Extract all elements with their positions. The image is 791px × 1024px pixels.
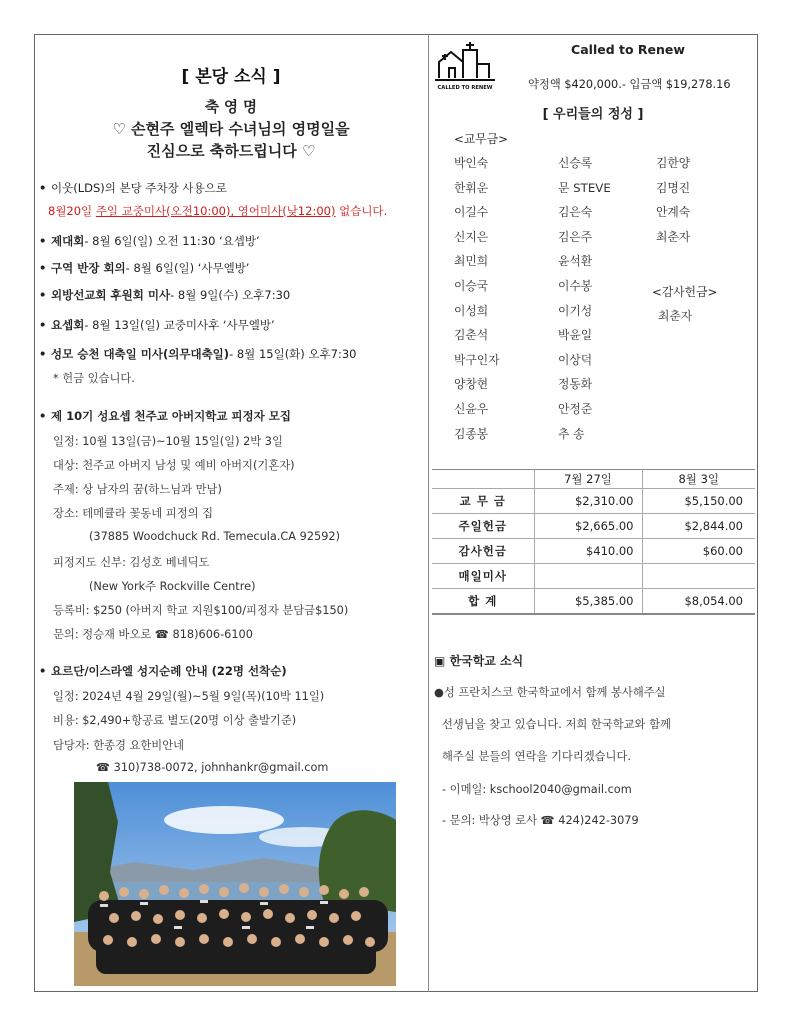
- bullet: •: [39, 181, 47, 195]
- group-photo: [74, 782, 396, 986]
- group-header-tithe: <교무금>: [454, 132, 508, 146]
- donor-name: 최춘자: [656, 229, 691, 244]
- pilgrimage-contact: ☎ 310)738-0072, johnhankr@gmail.com: [96, 761, 329, 774]
- retreat-address: (37885 Woodchuck Rd. Temecula.CA 92592): [89, 530, 340, 543]
- news-item-altar-society: • 제대회- 8월 6일(일) 오전 11:30 ‘요셉방’: [39, 234, 260, 248]
- donor-name: 한휘운: [454, 180, 489, 195]
- celebration-title: 축 영 명: [204, 100, 258, 116]
- retreat-target: 대상: 천주교 아버지 남성 및 예비 아버지(기혼자): [53, 459, 295, 472]
- column-header-aug3: 8월 3일: [642, 470, 755, 489]
- called-to-renew-logo: [433, 40, 497, 92]
- retreat-director-parish: (New York주 Rockville Centre): [89, 580, 256, 593]
- pledge-amount: 약정액 $420,000.- 입금액 $19,278.16: [528, 78, 731, 91]
- retreat-director: 피정지도 신부: 김성호 베네딕도: [53, 556, 210, 569]
- parking-notice: • 이웃(LDS)의 본당 주차장 사용으로: [39, 181, 227, 195]
- korean-school-line-3: 해주실 분들의 연락을 기다리겠습니다.: [442, 750, 631, 763]
- donor-name: 신지은: [454, 229, 489, 244]
- korean-school-title: ▣ 한국학교 소식: [434, 654, 524, 668]
- thanks-name: 최춘자: [658, 309, 693, 323]
- donor-name: 김은숙: [558, 205, 593, 220]
- donor-name: 최민희: [454, 254, 489, 269]
- donor-name: 정동화: [558, 377, 593, 392]
- donor-name: 김한양: [656, 156, 691, 170]
- pilgrimage-cost: 비용: $2,490+항공료 별도(20명 이상 출발기준): [53, 714, 297, 727]
- offering-title: [ 우리들의 정성 ]: [542, 107, 644, 122]
- donor-name: 이기성: [558, 303, 593, 318]
- donor-name: 김춘석: [454, 328, 489, 343]
- retreat-schedule: 일정: 10월 13일(금)~10월 15일(일) 2박 3일: [53, 435, 283, 448]
- group-header-thanks: <감사헌금>: [652, 285, 718, 299]
- news-item-district-meeting: • 구역 반장 회의- 8월 6일(일) ‘사무엘방’: [39, 261, 250, 275]
- collection-note: * 헌금 있습니다.: [53, 372, 135, 385]
- donor-name: 김은주: [558, 229, 593, 244]
- retreat-fee: 등록비: $250 (아버지 학교 지원$100/피정자 분담금$150): [53, 604, 349, 617]
- donor-name: 신승록: [558, 156, 593, 170]
- donor-name: 김종봉: [454, 426, 489, 441]
- donor-name: 이승국: [454, 279, 489, 293]
- pilgrimage-title: • 요르단/이스라엘 성지순례 안내 (22명 선착순): [39, 664, 287, 678]
- donor-name: 문 STEVE: [558, 180, 611, 195]
- donor-name: 신윤우: [454, 402, 489, 416]
- retreat-title: • 제 10기 성요셉 천주교 아버지학교 피정자 모집: [39, 409, 291, 423]
- donor-name: 추 송: [558, 426, 585, 441]
- donor-name: 박구인자: [454, 352, 500, 367]
- donor-name: 이성희: [454, 303, 489, 318]
- table-row: 교 무 금 $2,310.00 $5,150.00: [432, 489, 755, 514]
- table-row: 매일미사: [432, 564, 755, 589]
- retreat-theme: 주제: 상 남자의 꿈(하느님과 만남): [53, 483, 222, 496]
- korean-school-line-1: ●성 프란치스코 한국학교에서 함께 봉사해주실: [434, 686, 666, 699]
- donor-name: 김명진: [656, 180, 691, 195]
- donor-name: 윤석환: [558, 254, 593, 269]
- donor-name: 이상덕: [558, 352, 593, 367]
- column-header-jul27: 7월 27일: [534, 470, 642, 489]
- table-row: 주일헌금 $2,665.00 $2,844.00: [432, 514, 755, 539]
- retreat-place: 장소: 테메큘라 꽃동네 피정의 집: [53, 507, 214, 520]
- celebration-line-2: 진심으로 축하드립니다 ♡: [146, 142, 316, 160]
- donor-name: 안정준: [558, 402, 593, 416]
- table-row-total: 합 계 $5,385.00 $8,054.00: [432, 589, 755, 614]
- table-header-row: [432, 470, 755, 489]
- table-row: 감사헌금 $410.00 $60.00: [432, 539, 755, 564]
- news-item-mission-mass: • 외방선교회 후원회 미사- 8월 9일(수) 오후7:30: [39, 288, 291, 302]
- donor-name: 이길수: [454, 205, 489, 220]
- column-divider: [428, 34, 429, 992]
- korean-school-line-2: 선생님을 찾고 있습니다. 저희 한국학교와 함께: [442, 718, 671, 731]
- pilgrimage-schedule: 일정: 2024년 4월 29일(월)~5월 9일(목)(10박 11일): [53, 690, 325, 703]
- korean-school-email: - 이메일: kschool2040@gmail.com: [442, 783, 632, 796]
- campaign-title: Called to Renew: [571, 42, 685, 57]
- parish-news-title: [ 본당 소식 ]: [181, 67, 281, 87]
- parking-red-notice: 8월20일 주일 교중미사(오전10:00), 영어미사(낮12:00) 없습니다.: [48, 204, 388, 218]
- retreat-contact: 문의: 정승재 바오로 ☎ 818)606-6100: [53, 628, 253, 641]
- offering-totals-table: [432, 469, 755, 615]
- celebration-line-1: ♡ 손현주 엘렉타 수녀님의 영명일을: [112, 120, 350, 138]
- donor-name: 박인숙: [454, 156, 489, 170]
- logo-text: CALLED TO RENEW: [437, 85, 493, 91]
- donor-name: 안계숙: [656, 205, 691, 220]
- donor-name: 양창현: [454, 377, 489, 392]
- donor-name: 이수봉: [558, 279, 593, 293]
- news-item-assumption-mass: • 성모 승천 대축일 미사(의무대축일)- 8월 15일(화) 오후7:30: [39, 347, 357, 361]
- korean-school-contact: - 문의: 박상영 로사 ☎ 424)242-3079: [442, 814, 639, 827]
- pilgrimage-manager: 담당자: 한종경 요한비안네: [53, 739, 185, 752]
- donor-name: 박윤일: [558, 328, 593, 343]
- news-item-joseph-society: • 요셉회- 8월 13일(일) 교중미사후 ‘사무엘방’: [39, 318, 275, 332]
